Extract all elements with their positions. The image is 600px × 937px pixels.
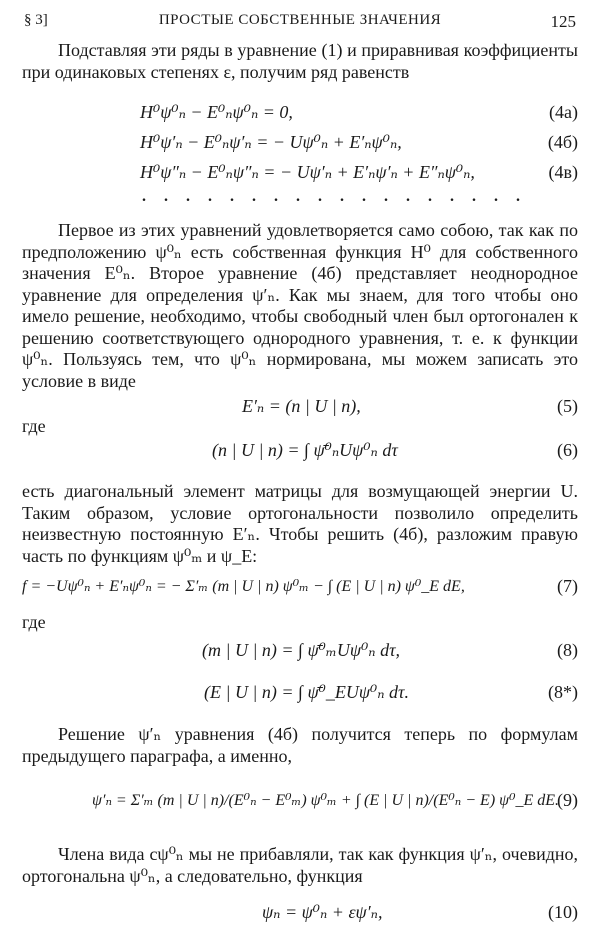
equation-5 <box>22 396 578 420</box>
paragraph-3: есть диагональный элемент матрицы для возмущающей энергии U. Таким образом, условие ортогональности позволило определить неизвестную постоянную E′ₙ. Чтобы решить (4б), разложим правую часть по функциям ψ⁰ₘ и ψ_E: <box>22 481 578 566</box>
paragraph-4: Решение ψ′ₙ уравнения (4б) получится теперь по формулам предыдущего параграфа, а именно, <box>22 724 578 766</box>
equation-4b <box>22 132 578 156</box>
page-number: 125 <box>550 12 576 31</box>
equation-number: (4а) <box>549 102 578 122</box>
equation-number: (4б) <box>547 132 578 152</box>
equation-formula: E′ₙ = (n | U | n), <box>242 396 361 416</box>
equation-formula: H⁰ψ′ₙ − E⁰ₙψ′ₙ = − Uψ⁰ₙ + E′ₙψ⁰ₙ, <box>140 132 402 152</box>
equation-number: (8*) <box>548 682 578 702</box>
equation-6 <box>22 440 578 464</box>
paragraph-2: Первое из этих уравнений удовлетворяется само собою, так как по предположению ψ⁰ₙ есть собственная функция H⁰ для собственного значения E⁰ₙ. Второе уравнение (4б) представляет неоднородное уравнение для определения ψ′ₙ. Как мы знаем, для того чтобы оно имело решение, необходимо, чтобы свободный член был ортогонален к решению соответствующего однородного уравнения, т. е. к функции ψ⁰ₙ. Пользуясь тем, что ψ⁰ₙ нормирована, мы можем записать это условие в виде <box>22 220 578 391</box>
equation-number: (9) <box>557 790 578 810</box>
equation-formula: (m | U | n) = ∫ ψ̄⁰ₘUψ⁰ₙ dτ, <box>202 640 401 660</box>
equation-number: (6) <box>557 440 578 460</box>
equation-10 <box>22 902 578 926</box>
equation-number: (7) <box>557 576 578 596</box>
equation-8-star <box>22 682 578 706</box>
equation-number: (10) <box>548 902 578 922</box>
equation-formula: (n | U | n) = ∫ ψ̄⁰ₙUψ⁰ₙ dτ <box>212 440 398 460</box>
paragraph-5: Члена вида cψ⁰ₙ мы не прибавляли, так как функция ψ′ₙ, очевидно, ортогональна ψ⁰ₙ, а следовательно, функция <box>22 844 578 886</box>
equation-8 <box>22 640 578 664</box>
equation-9 <box>22 790 578 814</box>
where-label: где <box>22 612 46 632</box>
running-header <box>24 12 576 34</box>
equation-formula: H⁰ψ⁰ₙ − E⁰ₙψ⁰ₙ = 0, <box>140 102 293 122</box>
where-label: где <box>22 416 46 436</box>
equation-formula: ψ′ₙ = Σ′ₘ (m | U | n)/(E⁰ₙ − E⁰ₘ) ψ⁰ₘ + ∫ (E | U | n)/(E⁰ₙ − E) ψ⁰_E dE. <box>92 792 560 809</box>
equation-number: (5) <box>557 396 578 416</box>
equation-formula: (E | U | n) = ∫ ψ̄⁰_EUψ⁰ₙ dτ. <box>204 682 409 702</box>
equation-4a <box>22 102 578 126</box>
paragraph-1: Подставляя эти ряды в уравнение (1) и приравнивая коэффициенты при одинаковых степенях ε, получим ряд равенств <box>22 40 578 82</box>
equation-4v <box>22 162 578 186</box>
continuation-dots: . . . . . . . . . . . . . . . . . . <box>142 188 527 205</box>
running-title: ПРОСТЫЕ СОБСТВЕННЫЕ ЗНАЧЕНИЯ <box>158 12 442 28</box>
equation-number: (4в) <box>548 162 578 182</box>
equation-formula: ψₙ = ψ⁰ₙ + εψ′ₙ, <box>262 902 383 922</box>
equation-formula: H⁰ψ″ₙ − E⁰ₙψ″ₙ = − Uψ′ₙ + E′ₙψ′ₙ + E″ₙψ⁰ₙ, <box>140 162 475 182</box>
equation-formula: f = −Uψ⁰ₙ + E′ₙψ⁰ₙ = − Σ′ₘ (m | U | n) ψ⁰ₘ − ∫ (E | U | n) ψ⁰_E dE, <box>22 578 465 595</box>
equation-number: (8) <box>557 640 578 660</box>
section-marker: § 3] <box>24 12 48 28</box>
equation-7 <box>22 576 578 600</box>
